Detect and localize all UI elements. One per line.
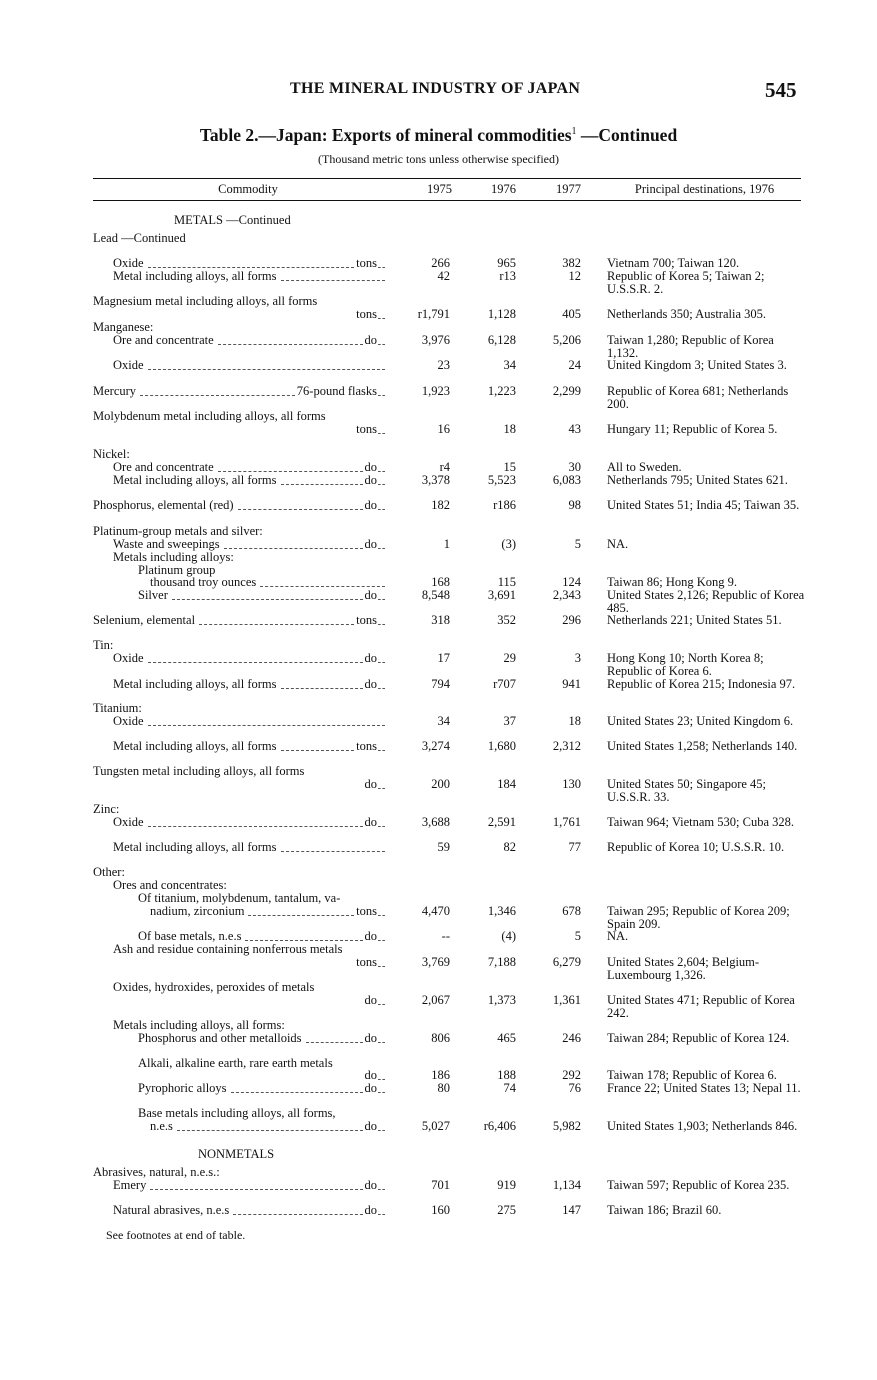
value-1975: 3,976 <box>421 333 450 347</box>
leader-dashes <box>177 1120 363 1131</box>
commodity-label: Abrasives, natural, n.e.s.: <box>93 1165 220 1179</box>
value-1977: 296 <box>562 613 581 627</box>
table-title-text: Table 2.—Japan: Exports of mineral commodities <box>199 125 572 145</box>
value-1975: 4,470 <box>421 904 450 918</box>
unit-label: do <box>364 1081 377 1095</box>
commodity-label: NONMETALS <box>198 1147 275 1161</box>
unit-label: tons <box>356 256 377 270</box>
leader-dashes <box>378 1204 385 1215</box>
value-1975: 186 <box>431 1068 450 1082</box>
value-1975: r1,791 <box>417 307 450 321</box>
value-1976: r186 <box>493 498 516 512</box>
destinations: Taiwan 1,280; Republic of Korea 1,132. <box>607 333 774 360</box>
value-1976: 74 <box>503 1081 516 1095</box>
commodity-label: Metal including alloys, all forms <box>113 677 277 691</box>
destinations: Netherlands 795; United States 621. <box>607 473 788 487</box>
destinations: Republic of Korea 5; Taiwan 2; U.S.S.R. 2. <box>607 269 765 296</box>
leader-dashes <box>378 423 385 434</box>
value-1976: 188 <box>497 1068 516 1082</box>
leader-dashes <box>378 652 385 663</box>
value-1975: 23 <box>437 358 450 372</box>
leader-dashes <box>148 652 363 663</box>
leader-dashes <box>245 930 362 941</box>
value-1976: 82 <box>503 840 516 854</box>
commodity-label: Oxide <box>113 651 144 665</box>
value-1976: 919 <box>497 1178 516 1192</box>
commodity-label: Phosphorus, elemental (red) <box>93 498 234 512</box>
unit-label: do <box>364 1178 377 1192</box>
value-1976: 34 <box>503 358 516 372</box>
value-1977: 5,206 <box>552 333 581 347</box>
leader-dashes <box>306 1032 363 1043</box>
leader-dashes <box>378 334 385 345</box>
value-1977: 30 <box>568 460 581 474</box>
value-1976: 1,223 <box>487 384 516 398</box>
leader-dashes <box>378 956 385 967</box>
leader-dashes <box>378 1082 385 1093</box>
leader-dashes <box>378 614 385 625</box>
value-1977: 76 <box>568 1081 581 1095</box>
leader-dashes <box>148 715 385 726</box>
value-1976: 465 <box>497 1031 516 1045</box>
value-1976: 1,373 <box>487 993 516 1007</box>
commodity-label: Alkali, alkaline earth, rare earth metals <box>138 1056 333 1070</box>
leader-dashes <box>260 576 385 587</box>
unit-label: tons <box>356 955 377 969</box>
commodity-label: Mercury <box>93 384 137 398</box>
value-1975: 17 <box>437 651 450 665</box>
value-1977: 6,083 <box>552 473 581 487</box>
value-1975: 3,769 <box>421 955 450 969</box>
commodity-label: Platinum-group metals and silver: <box>93 524 263 538</box>
leader-dashes <box>378 538 385 549</box>
value-1976: 184 <box>497 777 516 791</box>
commodity-label: Pyrophoric alloys <box>138 1081 227 1095</box>
destinations: Hungary 11; Republic of Korea 5. <box>607 422 778 436</box>
leader-dashes <box>378 1179 385 1190</box>
destinations: Republic of Korea 10; U.S.S.R. 10. <box>607 840 785 854</box>
value-1975: 806 <box>431 1031 450 1045</box>
value-1976: 1,346 <box>487 904 516 918</box>
destinations: United States 1,903; Netherlands 846. <box>607 1119 798 1133</box>
value-1975: 59 <box>437 840 450 854</box>
value-1975: 34 <box>437 714 450 728</box>
commodity-label: Oxide <box>113 358 144 372</box>
commodity-label: Waste and sweepings <box>113 537 220 551</box>
column-header-commodity: Commodity <box>218 182 278 196</box>
value-1977: 98 <box>568 498 581 512</box>
value-1975: 160 <box>431 1203 450 1217</box>
value-1976: r707 <box>493 677 516 691</box>
unit-label: do <box>364 333 377 347</box>
value-1975: -- <box>441 929 450 943</box>
column-header-1976: 1976 <box>491 182 516 196</box>
leader-dashes <box>281 270 385 281</box>
leader-dashes <box>281 841 385 852</box>
unit-label: tons <box>356 307 377 321</box>
value-1975: 8,548 <box>421 588 450 602</box>
leader-dashes <box>378 499 385 510</box>
unit-label: do <box>364 651 377 665</box>
value-1975: 266 <box>431 256 450 270</box>
leader-dashes <box>199 614 354 625</box>
commodity-label: Metal including alloys, all forms <box>113 473 277 487</box>
commodity-label: thousand troy ounces <box>150 575 257 589</box>
leader-dashes <box>378 816 385 827</box>
unit-label: 76-pound flasks <box>296 384 377 398</box>
commodity-label: Ore and concentrate <box>113 460 214 474</box>
value-1976: 5,523 <box>487 473 516 487</box>
destinations: United States 471; Republic of Korea 242. <box>607 993 795 1020</box>
value-1977: 292 <box>562 1068 581 1082</box>
leader-dashes <box>378 385 385 396</box>
value-1976: 37 <box>503 714 516 728</box>
leader-dashes <box>378 994 385 1005</box>
value-1977: 147 <box>562 1203 581 1217</box>
destinations: Taiwan 597; Republic of Korea 235. <box>607 1178 790 1192</box>
leader-dashes <box>248 905 354 916</box>
commodity-label: Metal including alloys, all forms <box>113 739 277 753</box>
unit-label: do <box>364 1203 377 1217</box>
value-1976: 15 <box>503 460 516 474</box>
commodity-label: Zinc: <box>93 802 120 816</box>
destinations: Vietnam 700; Taiwan 120. <box>607 256 740 270</box>
commodity-label: Of base metals, n.e.s <box>138 929 242 943</box>
value-1977: 2,343 <box>552 588 581 602</box>
value-1976: 1,128 <box>487 307 516 321</box>
value-1976: 965 <box>497 256 516 270</box>
running-head: THE MINERAL INDUSTRY OF JAPAN <box>290 80 581 97</box>
value-1977: 941 <box>562 677 581 691</box>
commodity-label: Manganese: <box>93 320 154 334</box>
value-1976: 115 <box>497 575 516 589</box>
value-1977: 130 <box>562 777 581 791</box>
commodity-label: Base metals including alloys, all forms, <box>138 1106 336 1120</box>
leader-dashes <box>378 740 385 751</box>
value-1977: 18 <box>568 714 581 728</box>
value-1976: r13 <box>499 269 516 283</box>
commodity-label: Tin: <box>93 638 114 652</box>
destinations: Hong Kong 10; North Korea 8; Republic of Korea 6. <box>607 651 764 678</box>
value-1975: 3,378 <box>421 473 450 487</box>
value-1976: (4) <box>501 929 516 943</box>
value-1975: 168 <box>431 575 450 589</box>
commodity-label: Metals including alloys: <box>113 550 234 564</box>
value-1975: 200 <box>431 777 450 791</box>
value-1977: 246 <box>562 1031 581 1045</box>
value-1976: 18 <box>503 422 516 436</box>
leader-dashes <box>378 678 385 689</box>
column-header-1975: 1975 <box>427 182 452 196</box>
column-header-destinations: Principal destinations, 1976 <box>634 182 775 196</box>
destinations: Taiwan 178; Republic of Korea 6. <box>607 1068 777 1082</box>
leader-dashes <box>378 461 385 472</box>
commodity-label: Silver <box>138 588 168 602</box>
value-1975: 2,067 <box>421 993 450 1007</box>
unit-label: do <box>364 993 377 1007</box>
value-1976: (3) <box>501 537 516 551</box>
value-1977: 43 <box>568 422 581 436</box>
unit-label: do <box>364 815 377 829</box>
destinations: United States 2,604; Belgium-Luxembourg 1,326. <box>607 955 760 982</box>
leader-dashes <box>148 359 385 370</box>
value-1975: 1,923 <box>421 384 450 398</box>
unit-label: do <box>364 473 377 487</box>
destinations: Taiwan 284; Republic of Korea 124. <box>607 1031 790 1045</box>
column-header-1977: 1977 <box>556 182 581 196</box>
leader-dashes <box>378 308 385 319</box>
value-1976: r6,406 <box>483 1119 516 1133</box>
unit-label: do <box>364 537 377 551</box>
commodity-label: Other: <box>93 865 125 879</box>
value-1976: 275 <box>497 1203 516 1217</box>
destinations: NA. <box>607 537 629 551</box>
value-1977: 678 <box>562 904 581 918</box>
unit-label: do <box>364 1068 377 1082</box>
value-1976: 7,188 <box>487 955 516 969</box>
title-footnote-marker: 1 <box>571 126 577 138</box>
value-1975: 80 <box>437 1081 450 1095</box>
commodity-label: n.e.s <box>150 1119 173 1133</box>
destinations: Republic of Korea 215; Indonesia 97. <box>607 677 796 691</box>
destinations: United States 2,126; Republic of Korea 485. <box>607 588 805 615</box>
destinations: Taiwan 86; Hong Kong 9. <box>607 575 738 589</box>
leader-dashes <box>148 816 363 827</box>
destinations: Netherlands 221; United States 51. <box>607 613 782 627</box>
value-1977: 3 <box>574 651 581 665</box>
unit-label: do <box>364 929 377 943</box>
value-1977: 24 <box>568 358 581 372</box>
destinations: United States 23; United Kingdom 6. <box>607 714 794 728</box>
destinations: Netherlands 350; Australia 305. <box>607 307 766 321</box>
value-1977: 382 <box>562 256 581 270</box>
leader-dashes <box>140 385 295 396</box>
value-1977: 5 <box>574 929 581 943</box>
commodity-label: Natural abrasives, n.e.s <box>113 1203 230 1217</box>
commodity-label: Phosphorus and other metalloids <box>138 1031 302 1045</box>
leader-dashes <box>218 334 363 345</box>
leader-dashes <box>172 589 363 600</box>
value-1977: 12 <box>568 269 581 283</box>
commodity-label: Nickel: <box>93 447 130 461</box>
commodity-label: Ores and concentrates: <box>113 878 227 892</box>
commodity-label: Emery <box>113 1178 147 1192</box>
unit-label: tons <box>356 422 377 436</box>
value-1975: 794 <box>431 677 450 691</box>
value-1976: 2,591 <box>487 815 516 829</box>
value-1975: 3,688 <box>421 815 450 829</box>
commodity-label: Metals including alloys, all forms: <box>113 1018 285 1032</box>
leader-dashes <box>148 257 355 268</box>
destinations: All to Sweden. <box>607 460 682 474</box>
unit-label: tons <box>356 904 377 918</box>
unit-label: do <box>364 498 377 512</box>
commodity-label: Selenium, elemental <box>93 613 196 627</box>
leader-dashes <box>238 499 363 510</box>
value-1976: 29 <box>503 651 516 665</box>
value-1975: 701 <box>431 1178 450 1192</box>
leader-dashes <box>378 1069 385 1080</box>
commodity-label: Oxide <box>113 815 144 829</box>
value-1977: 1,761 <box>552 815 581 829</box>
value-1977: 77 <box>568 840 581 854</box>
table-subtitle: (Thousand metric tons unless otherwise specified) <box>318 152 559 166</box>
commodity-label: Metal including alloys, all forms <box>113 269 277 283</box>
leader-dashes <box>378 930 385 941</box>
unit-label: tons <box>356 613 377 627</box>
value-1977: 6,279 <box>552 955 581 969</box>
value-1975: r4 <box>439 460 450 474</box>
unit-label: do <box>364 777 377 791</box>
unit-label: do <box>364 677 377 691</box>
leader-dashes <box>378 257 385 268</box>
value-1975: 42 <box>437 269 450 283</box>
destinations: NA. <box>607 929 629 943</box>
unit-label: do <box>364 1031 377 1045</box>
leader-dashes <box>218 461 363 472</box>
destinations: Taiwan 186; Brazil 60. <box>607 1203 722 1217</box>
leader-dashes <box>150 1179 362 1190</box>
value-1977: 2,312 <box>552 739 581 753</box>
value-1976: 1,680 <box>487 739 516 753</box>
destinations: United States 51; India 45; Taiwan 35. <box>607 498 800 512</box>
commodity-label: Tungsten metal including alloys, all forms <box>93 764 305 778</box>
value-1977: 405 <box>562 307 581 321</box>
unit-label: do <box>364 1119 377 1133</box>
leader-dashes <box>281 678 363 689</box>
destinations: France 22; United States 13; Nepal 11. <box>607 1081 801 1095</box>
commodity-label: Lead —Continued <box>93 231 186 245</box>
destinations: United States 1,258; Netherlands 140. <box>607 739 798 753</box>
commodity-label: Oxides, hydroxides, peroxides of metals <box>113 980 315 994</box>
value-1977: 2,299 <box>552 384 581 398</box>
value-1975: 318 <box>431 613 450 627</box>
leader-dashes <box>231 1082 363 1093</box>
value-1976: 6,128 <box>487 333 516 347</box>
commodity-label: nadium, zirconium <box>150 904 245 918</box>
destinations: Republic of Korea 681; Netherlands 200. <box>607 384 789 411</box>
leader-dashes <box>233 1204 362 1215</box>
unit-label: tons <box>356 739 377 753</box>
value-1977: 1,361 <box>552 993 581 1007</box>
destinations: Taiwan 295; Republic of Korea 209; Spain 209. <box>607 904 790 931</box>
value-1977: 124 <box>562 575 581 589</box>
footnote-text: See footnotes at end of table. <box>106 1228 246 1242</box>
leader-dashes <box>378 778 385 789</box>
commodity-label: Molybdenum metal including alloys, all forms <box>93 409 326 423</box>
commodity-label: Metal including alloys, all forms <box>113 840 277 854</box>
commodity-label: Oxide <box>113 714 144 728</box>
commodity-label: Oxide <box>113 256 144 270</box>
leader-dashes <box>378 1032 385 1043</box>
commodity-label: Magnesium metal including alloys, all forms <box>93 294 318 308</box>
leader-dashes <box>281 740 355 751</box>
leader-dashes <box>224 538 363 549</box>
commodity-label: Ore and concentrate <box>113 333 214 347</box>
destinations: United States 50; Singapore 45; U.S.S.R. 33. <box>607 777 767 804</box>
value-1977: 5 <box>574 537 581 551</box>
value-1977: 1,134 <box>552 1178 581 1192</box>
commodity-label: METALS —Continued <box>174 213 291 227</box>
commodity-label: Titanium: <box>93 701 142 715</box>
unit-label: do <box>364 588 377 602</box>
leader-dashes <box>378 1120 385 1131</box>
value-1975: 182 <box>431 498 450 512</box>
value-1975: 16 <box>437 422 450 436</box>
value-1975: 3,274 <box>421 739 450 753</box>
unit-label: do <box>364 460 377 474</box>
value-1977: 5,982 <box>552 1119 581 1133</box>
destinations: Taiwan 964; Vietnam 530; Cuba 328. <box>607 815 795 829</box>
value-1976: 3,691 <box>487 588 516 602</box>
commodity-label: Platinum group <box>138 563 216 577</box>
leader-dashes <box>378 589 385 600</box>
leader-dashes <box>378 905 385 916</box>
destinations: United Kingdom 3; United States 3. <box>607 358 787 372</box>
commodity-label: Ash and residue containing nonferrous metals <box>113 942 343 956</box>
leader-dashes <box>378 474 385 485</box>
page-number: 545 <box>765 78 797 102</box>
value-1975: 5,027 <box>421 1119 450 1133</box>
commodity-label: Of titanium, molybdenum, tantalum, va- <box>138 891 341 905</box>
leader-dashes <box>281 474 363 485</box>
value-1976: 352 <box>497 613 516 627</box>
table-title-continued: —Continued <box>576 125 678 145</box>
value-1975: 1 <box>443 537 450 551</box>
